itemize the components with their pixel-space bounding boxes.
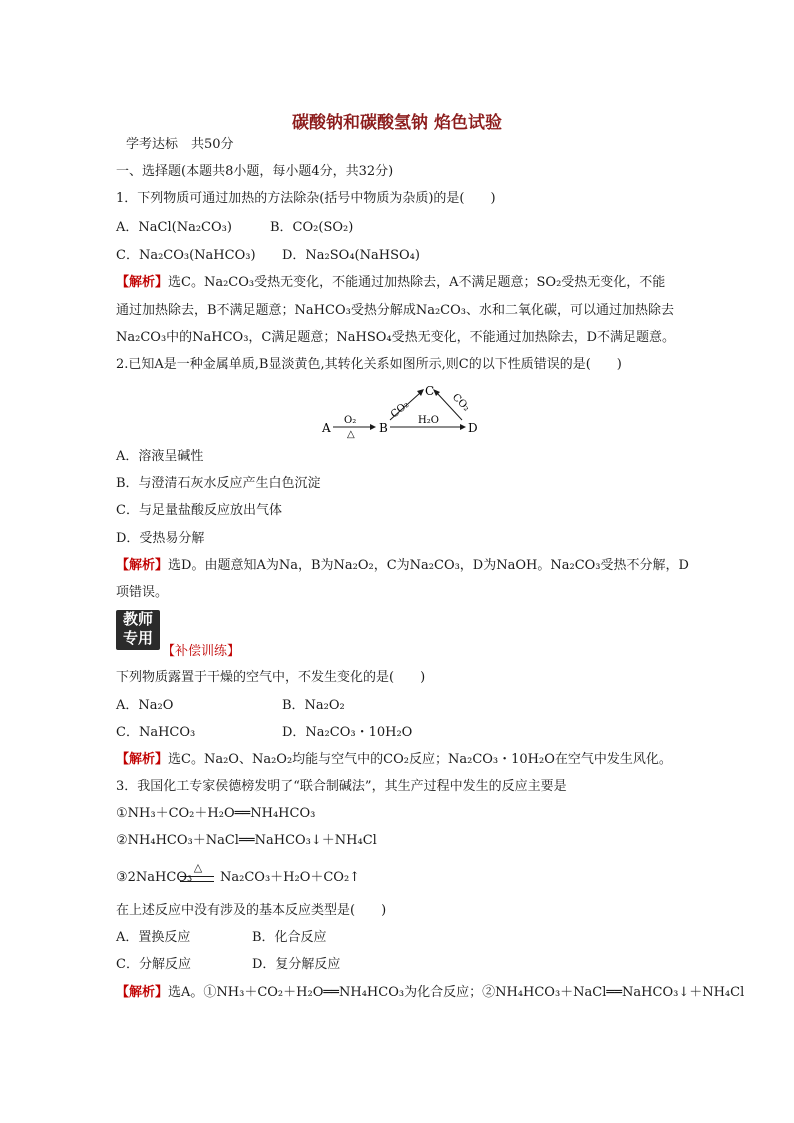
heat-condition: △ xyxy=(193,861,203,874)
page-title: 碳酸钠和碳酸氢钠 焰色试验 xyxy=(292,113,502,133)
subtitle: 学考达标 共50分 xyxy=(126,137,234,152)
jiexi-label: 【解析】 xyxy=(116,752,169,767)
label-co2-left: CO₂ xyxy=(389,399,412,421)
node-d: D xyxy=(468,421,478,435)
q1-explanation-line-3: Na₂CO₃中的NaHCO₃，C满足题意；NaHSO₄受热无变化，不能通过加热除去，D不满足题意。 xyxy=(116,330,676,345)
q1-explanation-line-1: 【解析】选C。Na₂CO₃受热无变化，不能通过加热除去，A不满足题意；SO₂受热无变化，不能 xyxy=(116,275,666,290)
q2-stem: 2.已知A是一种金属单质,B显淡黄色,其转化关系如图所示,则C的以下性质错误的是( ) xyxy=(116,357,622,372)
q2-option-d: D．受热易分解 xyxy=(116,531,205,546)
teacher-option-d: D．Na₂CO₃・10H₂O xyxy=(282,725,413,740)
jiexi-label: 【解析】 xyxy=(116,558,169,573)
q1-option-a: A．NaCl(Na₂CO₃) xyxy=(116,220,232,235)
section-heading: 一、选择题(本题共8小题，每小题4分，共32分) xyxy=(116,164,394,179)
q1-option-b: B．CO₂(SO₂) xyxy=(270,220,354,235)
node-c: C xyxy=(425,384,435,398)
q3-option-d: D．复分解反应 xyxy=(252,957,341,972)
conversion-diagram xyxy=(0,380,794,450)
q1-stem: 1．下列物质可通过加热的方法除杂(括号中物质为杂质)的是( ) xyxy=(116,191,496,206)
q2-option-c: C．与足量盐酸反应放出气体 xyxy=(116,503,282,518)
q3-reaction-2: ②NH₄HCO₃＋NaCl══NaHCO₃↓＋NH₄Cl xyxy=(116,833,377,848)
teacher-option-a: A．Na₂O xyxy=(116,698,174,713)
q3-option-c: C．分解反应 xyxy=(116,957,191,972)
teacher-option-c: C．NaHCO₃ xyxy=(116,725,196,740)
q2-option-b: B．与澄清石灰水反应产生白色沉淀 xyxy=(116,476,321,491)
q3-reaction-3-left: ③2NaHCO₃ xyxy=(116,870,193,885)
teacher-stem: 下列物质露置于干燥的空气中，不发生变化的是( ) xyxy=(116,670,426,685)
q3-question: 在上述反应中没有涉及的基本反应类型是( ) xyxy=(116,903,387,918)
label-heat: △ xyxy=(347,429,355,440)
q2-option-a: A．溶液呈碱性 xyxy=(116,449,204,464)
jiexi-label: 【解析】 xyxy=(116,275,169,290)
q3-reaction-1: ①NH₃＋CO₂＋H₂O══NH₄HCO₃ xyxy=(116,806,316,821)
teacher-explanation: 【解析】选C。Na₂O、Na₂O₂均能与空气中的CO₂反应；Na₂CO₃・10H₂O在空气中发生风化。 xyxy=(116,752,672,767)
compensation-training-label: 【补偿训练】 xyxy=(162,644,241,659)
q1-option-c: C．Na₂CO₃(NaHCO₃) xyxy=(116,248,256,263)
q3-option-b: B．化合反应 xyxy=(252,930,327,945)
teacher-badge: 教师 专用 xyxy=(116,610,160,650)
q3-option-a: A．置换反应 xyxy=(116,930,191,945)
jiexi-label: 【解析】 xyxy=(116,985,169,1000)
teacher-option-b: B．Na₂O₂ xyxy=(282,698,345,713)
q2-explanation-line-2: 项错误。 xyxy=(116,585,169,600)
label-co2-right: CO₂ xyxy=(449,391,472,414)
q2-explanation-line-1: 【解析】选D。由题意知A为Na，B为Na₂O₂，C为Na₂CO₃，D为NaOH。Na₂CO₃受热不分解，D xyxy=(116,558,689,573)
label-o2: O₂ xyxy=(344,415,357,426)
q1-option-d: D．Na₂SO₄(NaHSO₄) xyxy=(282,248,420,263)
q3-stem: 3．我国化工专家侯德榜发明了“联合制碱法”，其生产过程中发生的反应主要是 xyxy=(116,779,567,794)
q3-explanation-line-1: 【解析】选A。①NH₃＋CO₂＋H₂O══NH₄HCO₃为化合反应；②NH₄HCO₃＋NaCl══NaHCO₃↓＋NH₄Cl xyxy=(116,985,745,1000)
q3-reaction-3-right: Na₂CO₃＋H₂O＋CO₂↑ xyxy=(220,870,361,885)
node-a: A xyxy=(322,421,331,435)
q1-explanation-line-2: 通过加热除去，B不满足题意；NaHCO₃受热分解成Na₂CO₃、水和二氧化碳，可以通过加热除去 xyxy=(116,303,674,318)
label-h2o: H₂O xyxy=(418,415,439,426)
equals-sign xyxy=(180,876,214,882)
node-b: B xyxy=(379,421,388,435)
